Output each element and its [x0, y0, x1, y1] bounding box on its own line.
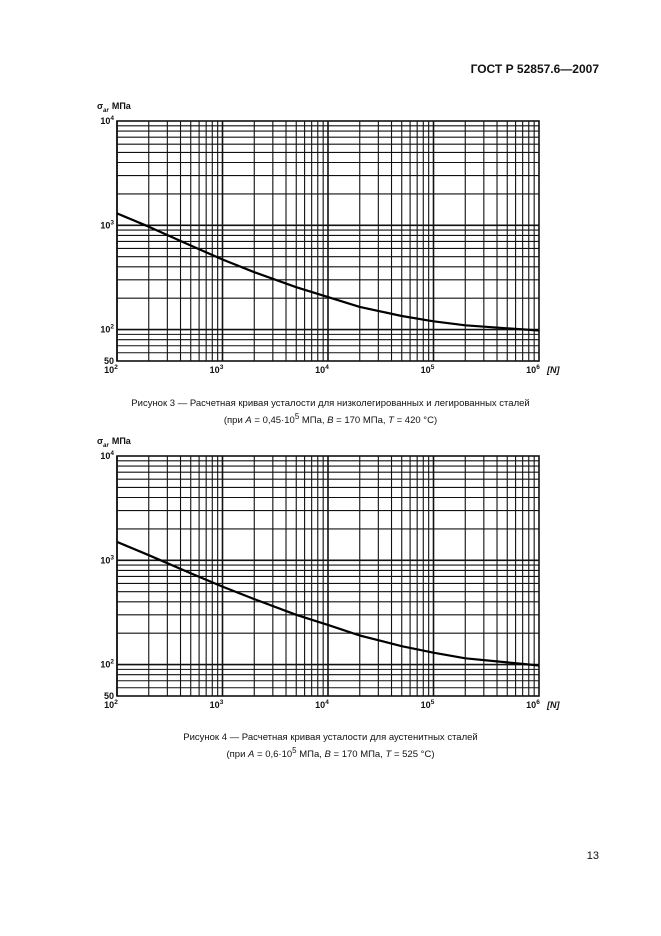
y-tick-label: $10^4$ [100, 115, 114, 126]
param-a-exp-fig3: 5 [294, 412, 300, 421]
x-axis-label: [N] [547, 700, 560, 710]
param-t-unit-fig4: °C [420, 749, 432, 761]
caption-fig3-title: Расчетная кривая усталости для низколегированных и легированных сталей [189, 398, 530, 409]
fatigue-chart-fig4 [0, 430, 661, 720]
y-axis-label: $\sigma_{ar}$ МПа [97, 436, 131, 449]
y-tick-label: $10^2$ [100, 323, 114, 335]
x-tick-label: $10^3$ [209, 699, 224, 710]
param-b-unit-fig3: МПа [362, 415, 383, 427]
caption-fig4-params: (при $A = 0,6\cdot 10^5$ МПа, B = 170 МПа, T = 525 °C) [226, 746, 435, 761]
y-tick-label: $10^2$ [100, 658, 114, 670]
caption-fig3-params: (при $A = 0,45\cdot 10^5$ МПа, B = 170 МПа, T = 420 °C) [223, 412, 438, 427]
caption-fig4-label: Рисунок 4 [183, 732, 228, 743]
x-tick-label: $10^4$ [315, 699, 329, 710]
y-tick-label: $10^4$ [100, 450, 114, 461]
x-tick-label: $10^4$ [315, 364, 329, 375]
y-tick-label: 50 [103, 691, 114, 701]
caption-fig3-label: Рисунок 3 [131, 398, 176, 409]
y-tick-label: $10^3$ [100, 554, 114, 566]
param-t-fig4: 525 [402, 749, 418, 761]
x-tick-label: $10^2$ [104, 364, 118, 375]
x-tick-label: $10^6$ [526, 699, 540, 710]
fatigue-chart-fig3 [0, 95, 661, 385]
caption-fig3 [0, 397, 661, 427]
y-tick-label: 50 [103, 356, 114, 366]
param-a-fig3: 0,45·10 [262, 415, 295, 427]
param-a-exp-fig4: 5 [292, 746, 297, 755]
x-axis-label: [N] [547, 365, 560, 375]
caption-fig4-line1: Рисунок 4 — Расчетная кривая усталости для аустенитных сталей [183, 732, 478, 743]
caption-fig4 [0, 731, 661, 761]
caption-fig3-line1: Рисунок 3 — Расчетная кривая усталости для низколегированных и легированных сталей [131, 398, 530, 409]
x-tick-label: $10^3$ [209, 364, 224, 375]
param-a-unit-fig4: МПа [299, 749, 320, 761]
chart-svg-fig4 [0, 430, 661, 720]
param-a-fig4: 0,6·10 [265, 749, 293, 761]
param-t-unit-fig3: °C [423, 415, 434, 427]
page-number: 13 [586, 850, 599, 862]
x-tick-label: $10^5$ [420, 364, 435, 375]
param-b-fig4: 170 [341, 749, 358, 761]
x-tick-label: $10^5$ [420, 699, 435, 710]
param-b-fig3: 170 [344, 415, 361, 427]
chart-svg-fig3 [0, 95, 661, 385]
param-b-unit-fig4: МПа [360, 749, 381, 761]
y-tick-label: $10^3$ [100, 219, 114, 231]
param-a-unit-fig3: МПа [301, 415, 322, 427]
param-t-fig3: 420 [404, 415, 421, 427]
y-axis-label: $\sigma_{ar}$ МПа [97, 101, 131, 114]
document-header: ГОСТ Р 52857.6—2007 [470, 62, 599, 76]
x-tick-label: $10^6$ [526, 364, 540, 375]
x-tick-label: $10^2$ [104, 699, 118, 710]
caption-fig4-title: Расчетная кривая усталости для аустенитных сталей [241, 732, 478, 743]
